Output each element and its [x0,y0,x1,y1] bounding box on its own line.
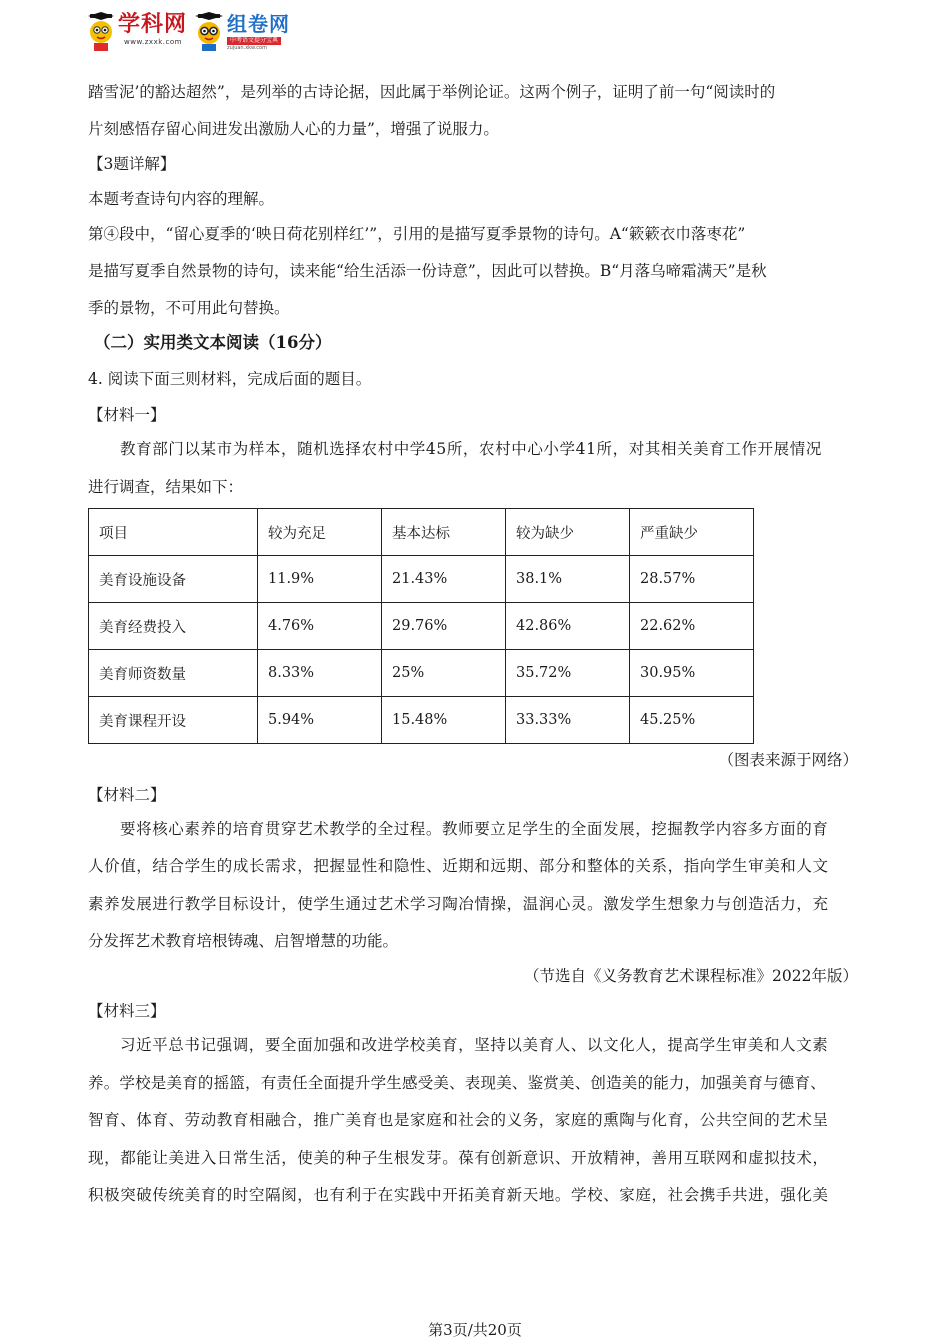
table-header-cell: 较为缺少 [506,509,630,556]
logo-zujuanwang-url: zujuan.xkw.com [227,45,267,51]
paragraph-line: 分发挥艺术教育培根铸魂、启智增慧的功能。 [88,932,399,950]
material-2-heading: 【材料二】 [88,786,166,804]
table-header-cell: 基本达标 [382,509,506,556]
table-header-cell: 项目 [89,509,258,556]
paragraph-line: 进行调查，结果如下： [88,478,244,496]
table-row [89,650,754,697]
mascot-glasses-icon [193,12,225,52]
question-4-prompt: 4. 阅读下面三则材料，完成后面的题目。 [88,370,372,388]
table-header-cell: 严重缺少 [630,509,754,556]
table-header-cell: 较为充足 [258,509,382,556]
paragraph-line: 是描写夏季自然景物的诗句，读来能“给生活添一份诗意”，因此可以替换。B“月落乌啼霜满天”是秋 [88,262,767,280]
paragraph-line: 片刻感悟存留心间进发出激励人心的力量”，增强了说服力。 [88,120,499,138]
mascot-icon [86,12,116,52]
table-cell: 8.33% [258,650,382,697]
page-number: 第3页/共20页 [428,1321,522,1339]
table-row [89,697,754,744]
table-cell: 29.76% [382,603,506,650]
table-cell: 4.76% [258,603,382,650]
logo-zujuanwang-text: 组卷网 [227,12,291,36]
material-2-source: （节选自《义务教育艺术课程标准》2022年版） [524,967,858,985]
paragraph-line: 积极突破传统美育的时空隔阂，也有利于在实践中开拓美育新天地。学校、家庭，社会携手共进，强化美 [88,1186,829,1204]
table-row [89,603,754,650]
table-cell: 15.48% [382,697,506,744]
material-3-heading: 【材料三】 [88,1002,166,1020]
paragraph-line: 季的景物，不可用此句替换。 [88,299,290,317]
table-cell: 美育经费投入 [89,603,258,650]
table-header-row [89,509,754,556]
table-cell: 25% [382,650,506,697]
table-cell: 美育课程开设 [89,697,258,744]
paragraph-line: 教育部门以某市为样本，随机选择农村中学45所，农村中心小学41所，对其相关美育工作开展情况 [120,440,822,458]
question-3-heading: 【3题详解】 [88,155,176,173]
table-cell: 35.72% [506,650,630,697]
table-cell: 美育师资数量 [89,650,258,697]
paragraph-line: 习近平总书记强调，要全面加强和改进学校美育，坚持以美育人、以文化人，提高学生审美和人文素 [120,1036,829,1054]
table-cell: 美育设施设备 [89,556,258,603]
table-cell: 28.57% [630,556,754,603]
table-cell: 21.43% [382,556,506,603]
table-source-note: （图表来源于网络） [718,751,858,769]
paragraph-line: 现，都能让美进入日常生活，使美的种子生根发芽。葆有创新意识、开放精神，善用互联网和虚拟技术， [88,1149,829,1167]
table-cell: 33.33% [506,697,630,744]
paragraph-line: 人价值，结合学生的成长需求，把握显性和隐性、近期和远期、部分和整体的关系，指向学生审美和人文 [88,857,829,875]
logo-xuekewang-url: www.zxxk.com [124,38,182,46]
paragraph-line: 本题考查诗句内容的理解。 [88,190,275,208]
material-1-heading: 【材料一】 [88,406,166,424]
paragraph-line: 踏雪泥’的豁达超然”，是列举的古诗论据，因此属于举例论证。这两个例子，证明了前一句“阅读时的 [88,83,776,101]
table-cell: 45.25% [630,697,754,744]
paragraph-line: 要将核心素养的培育贯穿艺术教学的全过程。教师要立足学生的全面发展，挖掘教学内容多方面的育 [120,820,829,838]
table-cell: 22.62% [630,603,754,650]
header-logo [86,12,290,56]
table-cell: 42.86% [506,603,630,650]
paragraph-line: 智育、体育、劳动教育相融合，推广美育也是家庭和社会的义务，家庭的熏陶与化育，公共空间的艺术呈 [88,1111,829,1129]
section-title: （二）实用类文本阅读（16分） [94,333,332,352]
table-cell: 30.95% [630,650,754,697]
table-cell: 38.1% [506,556,630,603]
logo-zujuanwang-tagline: 中考语文提分宝典 [227,37,281,45]
table-cell: 5.94% [258,697,382,744]
paragraph-line: 素养发展进行教学目标设计，使学生通过艺术学习陶冶情操，温润心灵。激发学生想象力与创造活力，充 [88,895,829,913]
table-cell: 11.9% [258,556,382,603]
survey-table [88,508,754,744]
logo-xuekewang-text: 学科网 [118,12,188,37]
paragraph-line: 养。学校是美育的摇篮，有责任全面提升学生感受美、表现美、鉴赏美、创造美的能力，加强美育与德育、 [88,1074,826,1092]
table-row [89,556,754,603]
paragraph-line: 第④段中，“留心夏季的‘映日荷花别样红’”，引用的是描写夏季景物的诗句。A“簌簌衣巾落枣花” [88,225,746,243]
